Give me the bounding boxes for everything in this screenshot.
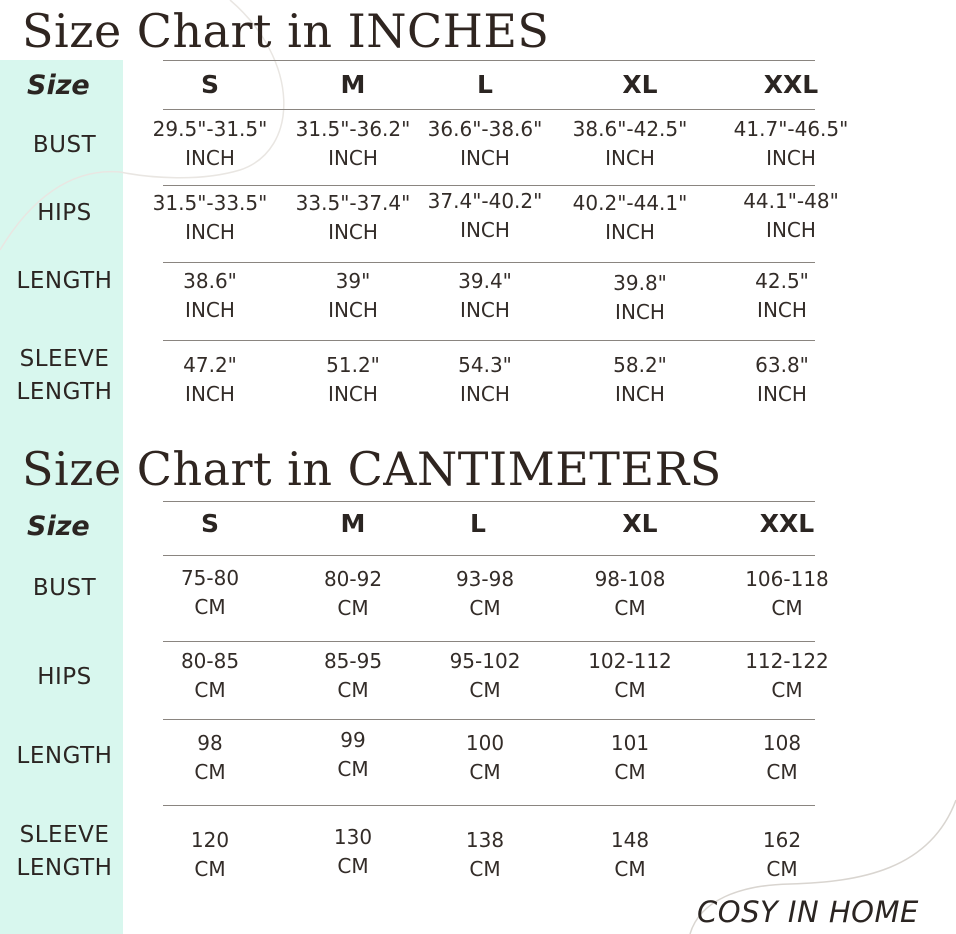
table-cell: 99 CM bbox=[337, 728, 369, 781]
table-cell: 31.5"-36.2" INCH bbox=[295, 117, 411, 170]
table-divider bbox=[163, 501, 815, 502]
table-cell: 39.4" INCH bbox=[458, 269, 512, 322]
table-cell: 112-122 CM bbox=[745, 649, 829, 702]
table-cell: 101 CM bbox=[610, 731, 650, 784]
table-cell: 42.5" INCH bbox=[755, 269, 809, 322]
table-cell: 29.5"-31.5" INCH bbox=[152, 117, 268, 170]
table-cell: 95-102 CM bbox=[449, 649, 521, 702]
brand-name: COSY IN HOME bbox=[697, 895, 919, 929]
size-header-xl: XL bbox=[622, 70, 658, 99]
table-cell: 47.2" INCH bbox=[183, 353, 237, 406]
size-header-xl: XL bbox=[622, 509, 658, 538]
table-cell: 39" INCH bbox=[328, 269, 378, 322]
size-header-xxl: XXL bbox=[759, 509, 815, 538]
table-cell: 98-108 CM bbox=[594, 567, 666, 620]
table-cell: 31.5"-33.5" INCH bbox=[152, 191, 268, 244]
table-cell: 148 CM bbox=[610, 828, 650, 881]
table-cell: 138 CM bbox=[465, 828, 505, 881]
table-cell: 40.2"-44.1" INCH bbox=[572, 191, 688, 244]
table-cell: 80-92 CM bbox=[323, 567, 383, 620]
table-cell: 33.5"-37.4" INCH bbox=[295, 191, 411, 244]
size-header-l: L bbox=[470, 509, 486, 538]
table-cell: 63.8" INCH bbox=[755, 353, 809, 406]
table-cell: 100 CM bbox=[465, 731, 505, 784]
table-divider bbox=[163, 340, 815, 341]
table-divider bbox=[163, 185, 815, 186]
table-cell: 93-98 CM bbox=[455, 567, 515, 620]
table-cell: 51.2" INCH bbox=[326, 353, 380, 406]
table-cell: 162 CM bbox=[762, 828, 802, 881]
row-label-length: LENGTH bbox=[16, 743, 113, 769]
table-divider bbox=[163, 805, 815, 806]
size-column-header: Size bbox=[27, 511, 90, 542]
table-cell: 106-118 CM bbox=[745, 567, 829, 620]
size-header-xxl: XXL bbox=[763, 70, 819, 99]
table-cell: 98 CM bbox=[194, 731, 226, 784]
table-cell: 108 CM bbox=[762, 731, 802, 784]
size-header-l: L bbox=[477, 70, 493, 99]
table-cell: 80-85 CM bbox=[180, 649, 240, 702]
table-cell: 85-95 CM bbox=[323, 649, 383, 702]
row-label-bust: BUST bbox=[32, 575, 97, 601]
inches-chart-title: Size Chart in INCHES bbox=[22, 4, 550, 58]
row-label-bust: BUST bbox=[32, 132, 97, 158]
table-divider bbox=[163, 109, 815, 110]
table-cell: 38.6" INCH bbox=[183, 269, 237, 322]
size-label-column-background bbox=[0, 60, 123, 934]
size-header-s: S bbox=[200, 70, 220, 99]
row-label-sleeve-length: SLEEVE LENGTH bbox=[16, 822, 113, 881]
size-header-m: M bbox=[340, 70, 366, 99]
row-label-sleeve-length: SLEEVE LENGTH bbox=[16, 346, 113, 405]
row-label-length: LENGTH bbox=[16, 268, 113, 294]
table-cell: 38.6"-42.5" INCH bbox=[572, 117, 688, 170]
table-cell: 41.7"-46.5" INCH bbox=[733, 117, 849, 170]
table-cell: 54.3" INCH bbox=[458, 353, 512, 406]
table-divider bbox=[163, 262, 815, 263]
size-header-m: M bbox=[340, 509, 366, 538]
table-cell: 58.2" INCH bbox=[613, 353, 667, 406]
size-column-header: Size bbox=[27, 70, 90, 101]
table-cell: 44.1"-48" INCH bbox=[743, 189, 839, 242]
table-cell: 102-112 CM bbox=[588, 649, 672, 702]
row-label-hips: HIPS bbox=[37, 200, 92, 226]
table-cell: 39.8" INCH bbox=[613, 271, 667, 324]
table-cell: 37.4"-40.2" INCH bbox=[427, 189, 543, 242]
size-header-s: S bbox=[200, 509, 220, 538]
table-divider bbox=[163, 641, 815, 642]
table-divider bbox=[163, 719, 815, 720]
row-label-hips: HIPS bbox=[37, 664, 92, 690]
table-divider bbox=[163, 60, 815, 61]
table-cell: 130 CM bbox=[333, 825, 373, 878]
table-cell: 120 CM bbox=[190, 828, 230, 881]
table-cell: 75-80 CM bbox=[180, 566, 240, 619]
centimeters-chart-title: Size Chart in CANTIMETERS bbox=[22, 442, 722, 496]
table-cell: 36.6"-38.6" INCH bbox=[427, 117, 543, 170]
table-divider bbox=[163, 555, 815, 556]
